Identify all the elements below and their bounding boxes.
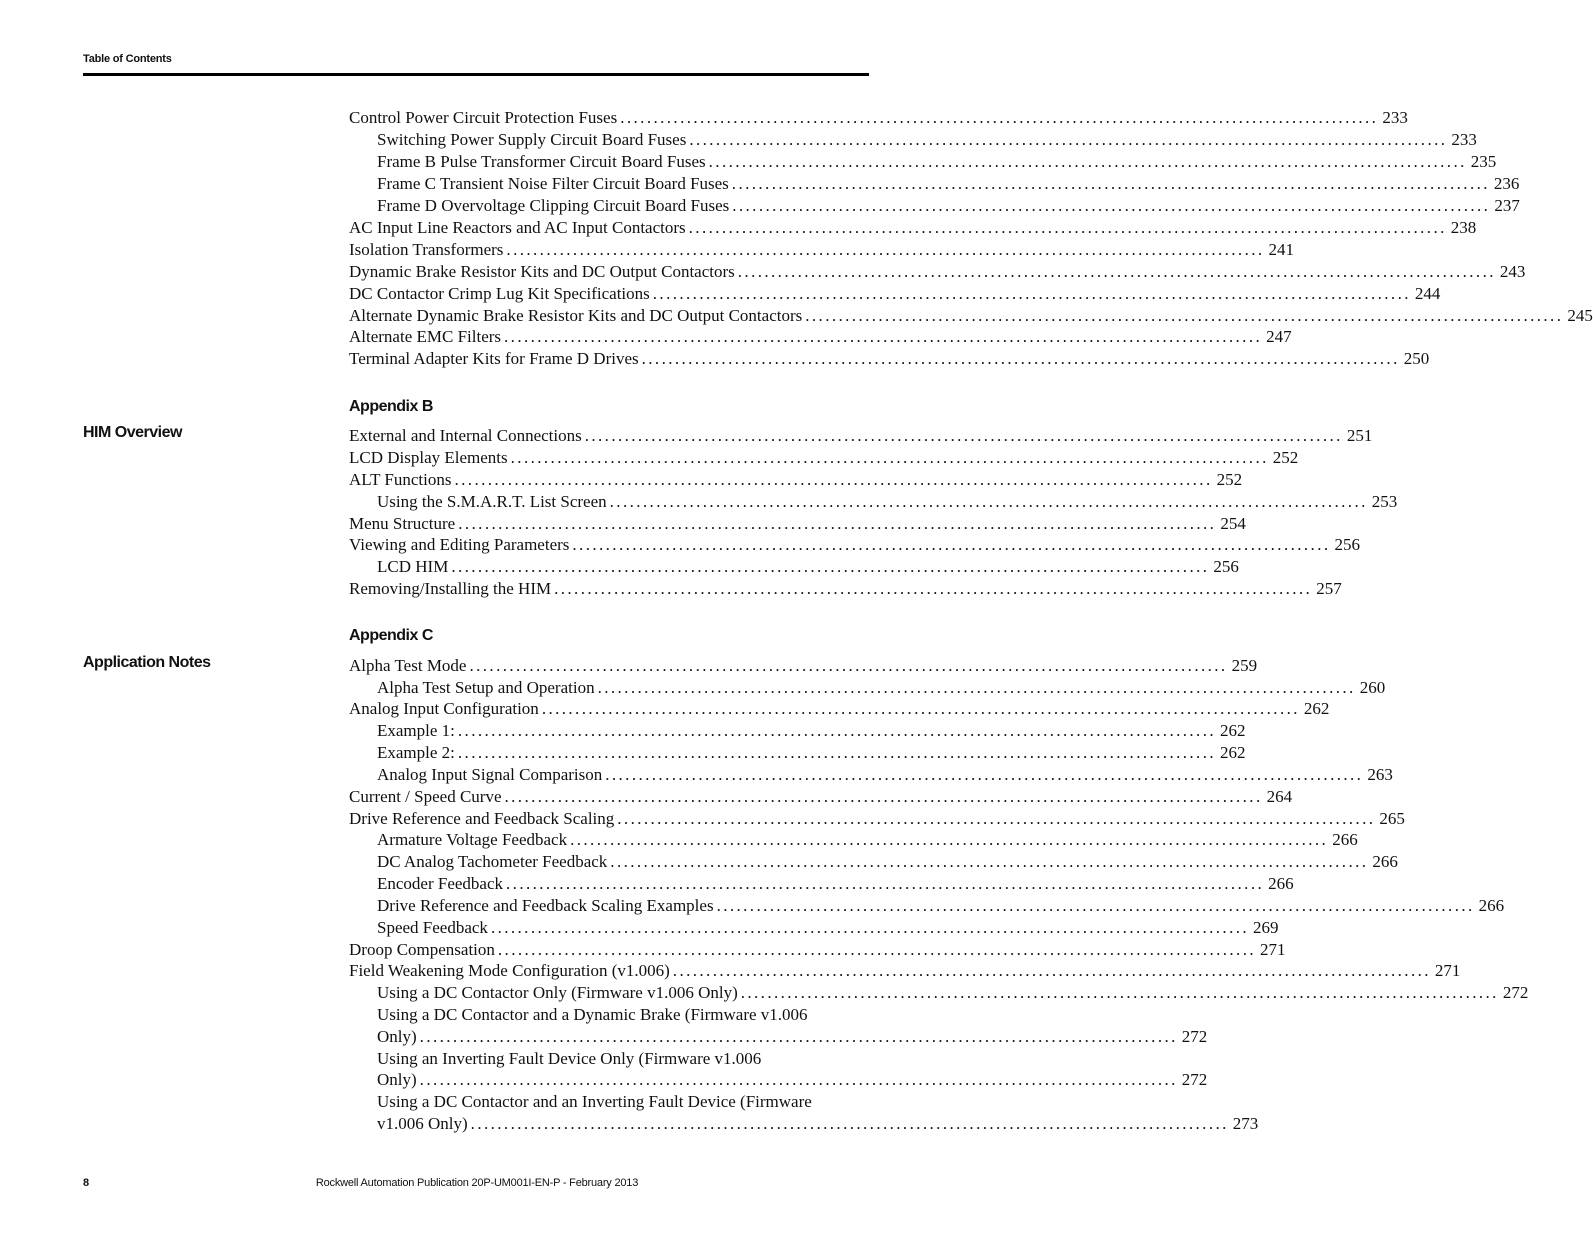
toc-entry[interactable] (349, 283, 1441, 305)
toc-entry[interactable] (377, 873, 1294, 895)
toc-page-number: 266 (1372, 852, 1398, 871)
toc-page-number: 273 (1232, 1114, 1259, 1133)
toc-entry[interactable] (377, 173, 1520, 195)
dot-leader: .................................................................................................................. (497, 940, 1257, 959)
dot-leader: .................................................................................................................. (672, 961, 1431, 980)
toc-entry[interactable] (349, 305, 1593, 327)
toc-page-number: 244 (1414, 284, 1441, 303)
toc-page-number: 259 (1231, 656, 1258, 675)
application-notes-title: Application Notes (83, 654, 211, 671)
toc-entry[interactable] (349, 217, 1477, 239)
dot-leader: .................................................................................................................. (490, 918, 1250, 937)
toc-entry-text: Frame D Overvoltage Clipping Circuit Board Fuses (377, 196, 730, 215)
dot-leader: .................................................................................................................. (688, 218, 1447, 237)
dot-leader: .................................................................................................................. (732, 196, 1491, 215)
toc-page-number: 247 (1266, 327, 1292, 346)
toc-entry-text: Armature Voltage Feedback (377, 830, 568, 849)
toc-page-number: 266 (1478, 896, 1505, 915)
toc-entry-text: Only) (377, 1070, 417, 1089)
toc-entry-text: LCD Display Elements (349, 448, 508, 467)
dot-leader: .................................................................................................................. (419, 1027, 1178, 1046)
toc-page-number: 256 (1213, 557, 1239, 576)
toc-entry[interactable] (377, 556, 1239, 578)
dot-leader: .................................................................................................................. (605, 765, 1364, 784)
toc-entry[interactable] (349, 939, 1286, 961)
toc-page-number: 266 (1268, 874, 1294, 893)
toc-entry[interactable] (349, 425, 1373, 447)
dot-leader: .................................................................................................................. (597, 678, 1356, 697)
toc-entry-text: AC Input Line Reactors and AC Input Contactors (349, 218, 686, 237)
dot-leader: .................................................................................................................. (541, 699, 1300, 718)
toc-entry[interactable] (349, 469, 1243, 491)
toc-page-number: 264 (1266, 787, 1293, 806)
toc-entry-text: Example 2: (377, 743, 455, 762)
dot-leader: .................................................................................................................. (469, 656, 1228, 675)
toc-page-number: 263 (1367, 765, 1393, 784)
toc-entry[interactable] (377, 895, 1505, 917)
toc-entry[interactable] (377, 764, 1393, 786)
dot-leader: .................................................................................................................. (458, 514, 1217, 533)
dot-leader: .................................................................................................................. (620, 108, 1379, 127)
toc-entry-text: Alternate EMC Filters (349, 327, 502, 346)
dot-leader: .................................................................................................................. (572, 535, 1331, 554)
dot-leader: .................................................................................................................. (609, 492, 1368, 511)
dot-leader: .................................................................................................................. (470, 1114, 1229, 1133)
toc-page-number: 271 (1260, 940, 1286, 959)
toc-entry[interactable] (377, 151, 1497, 173)
toc-entry[interactable] (349, 348, 1430, 370)
toc-entry-wrapped-line[interactable]: Using a DC Contactor and an Inverting Fault Device (Firmware (377, 1092, 812, 1111)
toc-entry[interactable] (349, 261, 1526, 283)
toc-entry-wrapped-line[interactable]: Using an Inverting Fault Device Only (Firmware v1.006 (377, 1049, 762, 1068)
toc-page-number: 251 (1346, 426, 1373, 445)
toc-entry[interactable] (377, 851, 1398, 873)
toc-page-number: 245 (1567, 306, 1593, 325)
dot-leader: .................................................................................................................. (740, 983, 1499, 1002)
toc-page-number: 265 (1379, 809, 1405, 828)
toc-entry[interactable] (349, 239, 1295, 261)
toc-entry[interactable] (377, 742, 1246, 764)
toc-page-number: 253 (1371, 492, 1398, 511)
toc-entry-text: v1.006 Only) (377, 1114, 468, 1133)
toc-entry-text: Only) (377, 1027, 417, 1046)
toc-entry-text: Alpha Test Setup and Operation (377, 678, 595, 697)
toc-entry-text: External and Internal Connections (349, 426, 582, 445)
dot-leader: .................................................................................................................. (451, 557, 1210, 576)
running-header: Table of Contents (83, 53, 172, 65)
toc-page-number: 272 (1502, 983, 1529, 1002)
toc-page-number: 254 (1220, 514, 1246, 533)
dot-leader: .................................................................................................................. (510, 448, 1269, 467)
toc-entry[interactable] (377, 982, 1529, 1004)
toc-page-number: 241 (1268, 240, 1295, 259)
toc-entry[interactable] (377, 829, 1358, 851)
appendix-b-heading: Appendix B (349, 398, 433, 415)
dot-leader: .................................................................................................................. (716, 896, 1475, 915)
toc-entry[interactable] (377, 491, 1398, 513)
toc-page-number: 256 (1334, 535, 1361, 554)
dot-leader: .................................................................................................................. (584, 426, 1343, 445)
toc-entry-text: Using the S.M.A.R.T. List Screen (377, 492, 607, 511)
dot-leader: .................................................................................................................. (506, 240, 1265, 259)
toc-entry-text: Analog Input Configuration (349, 699, 539, 718)
toc-entry[interactable] (349, 578, 1342, 600)
toc-entry[interactable] (377, 917, 1279, 939)
toc-entry-text: DC Contactor Crimp Lug Kit Specifications (349, 284, 650, 303)
dot-leader: .................................................................................................................. (652, 284, 1411, 303)
dot-leader: .................................................................................................................. (610, 852, 1369, 871)
toc-page-number: 252 (1272, 448, 1299, 467)
toc-entry-text: Example 1: (377, 721, 455, 740)
toc-entry-text: Viewing and Editing Parameters (349, 535, 570, 554)
toc-entry[interactable] (349, 326, 1292, 348)
dot-leader: .................................................................................................................. (689, 130, 1448, 149)
dot-leader: .................................................................................................................. (504, 787, 1263, 806)
toc-page-number: 262 (1303, 699, 1330, 718)
toc-page-number: 238 (1450, 218, 1477, 237)
toc-entry[interactable] (349, 655, 1258, 677)
toc-entry-text: Analog Input Signal Comparison (377, 765, 603, 784)
dot-leader: .................................................................................................................. (805, 306, 1564, 325)
toc-entry-text: Droop Compensation (349, 940, 495, 959)
toc-entry[interactable] (377, 195, 1520, 217)
dot-leader: .................................................................................................................. (506, 874, 1265, 893)
toc-entry[interactable] (349, 513, 1246, 535)
him-overview-title: HIM Overview (83, 424, 182, 441)
toc-entry-text: Terminal Adapter Kits for Frame D Drives (349, 349, 639, 368)
dot-leader: .................................................................................................................. (554, 579, 1313, 598)
dot-leader: .................................................................................................................. (570, 830, 1329, 849)
toc-entry-text: Field Weakening Mode Configuration (v1.006) (349, 961, 670, 980)
toc-entry[interactable] (377, 1069, 1208, 1091)
footer-page-number: 8 (83, 1177, 90, 1189)
toc-entry-text: Dynamic Brake Resistor Kits and DC Output Contactors (349, 262, 735, 281)
toc-entry-wrapped-line[interactable]: Using a DC Contactor and a Dynamic Brake (Firmware v1.006 (377, 1005, 808, 1024)
toc-page-number: 260 (1359, 678, 1386, 697)
toc-entry[interactable] (349, 107, 1408, 129)
toc-entry[interactable] (377, 1026, 1208, 1048)
toc-entry-text: LCD HIM (377, 557, 449, 576)
toc-entry[interactable] (349, 808, 1405, 830)
toc-page-number: 266 (1332, 830, 1358, 849)
dot-leader: .................................................................................................................. (454, 470, 1213, 489)
toc-entry-text: Encoder Feedback (377, 874, 504, 893)
toc-page-number: 236 (1493, 174, 1520, 193)
toc-page-number: 262 (1220, 721, 1246, 740)
toc-entry[interactable] (377, 129, 1477, 151)
toc-page-number: 237 (1494, 196, 1520, 215)
toc-page-number: 252 (1216, 470, 1243, 489)
toc-page-number: 233 (1451, 130, 1477, 149)
toc-entry-text: Frame B Pulse Transformer Circuit Board Fuses (377, 152, 706, 171)
dot-leader: .................................................................................................................. (457, 743, 1217, 762)
toc-page-number: 272 (1181, 1070, 1208, 1089)
toc-page-number: 233 (1382, 108, 1408, 127)
toc-entry-text: Current / Speed Curve (349, 787, 502, 806)
dot-leader: .................................................................................................................. (504, 327, 1263, 346)
toc-page-number: 250 (1403, 349, 1430, 368)
toc-page-number: 272 (1181, 1027, 1208, 1046)
toc-entry-text: Frame C Transient Noise Filter Circuit Board Fuses (377, 174, 729, 193)
toc-entry-text: Menu Structure (349, 514, 456, 533)
dot-leader: .................................................................................................................. (737, 262, 1496, 281)
toc-entry-text: Removing/Installing the HIM (349, 579, 552, 598)
dot-leader: .................................................................................................................. (731, 174, 1490, 193)
toc-page-number: 262 (1220, 743, 1246, 762)
toc-entry-text: Drive Reference and Feedback Scaling Examples (377, 896, 714, 915)
toc-entry[interactable] (349, 960, 1461, 982)
toc-entry[interactable] (349, 786, 1293, 808)
toc-page-number: 269 (1253, 918, 1279, 937)
header-rule (83, 73, 869, 76)
toc-entry[interactable] (349, 447, 1299, 469)
toc-page-number: 243 (1499, 262, 1526, 281)
toc-entry[interactable] (349, 698, 1330, 720)
toc-entry-text: DC Analog Tachometer Feedback (377, 852, 608, 871)
toc-page-number: 235 (1470, 152, 1497, 171)
toc-entry[interactable] (377, 677, 1386, 699)
appendix-c-heading: Appendix C (349, 627, 433, 644)
toc-entry-text: Control Power Circuit Protection Fuses (349, 108, 618, 127)
toc-entry-text: Isolation Transformers (349, 240, 504, 259)
dot-leader: .................................................................................................................. (419, 1070, 1178, 1089)
toc-page-number: 271 (1434, 961, 1461, 980)
toc-entry[interactable] (377, 1113, 1259, 1135)
toc-entry-text: Alternate Dynamic Brake Resistor Kits and DC Output Contactors (349, 306, 803, 325)
toc-page-number: 257 (1316, 579, 1342, 598)
toc-entry-text: ALT Functions (349, 470, 452, 489)
toc-entry-text: Switching Power Supply Circuit Board Fuses (377, 130, 687, 149)
dot-leader: .................................................................................................................. (457, 721, 1217, 740)
toc-entry-text: Using a DC Contactor Only (Firmware v1.006 Only) (377, 983, 738, 1002)
dot-leader: .................................................................................................................. (641, 349, 1400, 368)
toc-entry-text: Alpha Test Mode (349, 656, 467, 675)
toc-entry-text: Speed Feedback (377, 918, 488, 937)
dot-leader: .................................................................................................................. (708, 152, 1467, 171)
toc-entry-text: Drive Reference and Feedback Scaling (349, 809, 615, 828)
toc-entry[interactable] (349, 534, 1361, 556)
dot-leader: .................................................................................................................. (617, 809, 1376, 828)
footer-publication: Rockwell Automation Publication 20P-UM001I-EN-P - February 2013 (315, 1177, 639, 1189)
toc-entry[interactable] (377, 720, 1246, 742)
